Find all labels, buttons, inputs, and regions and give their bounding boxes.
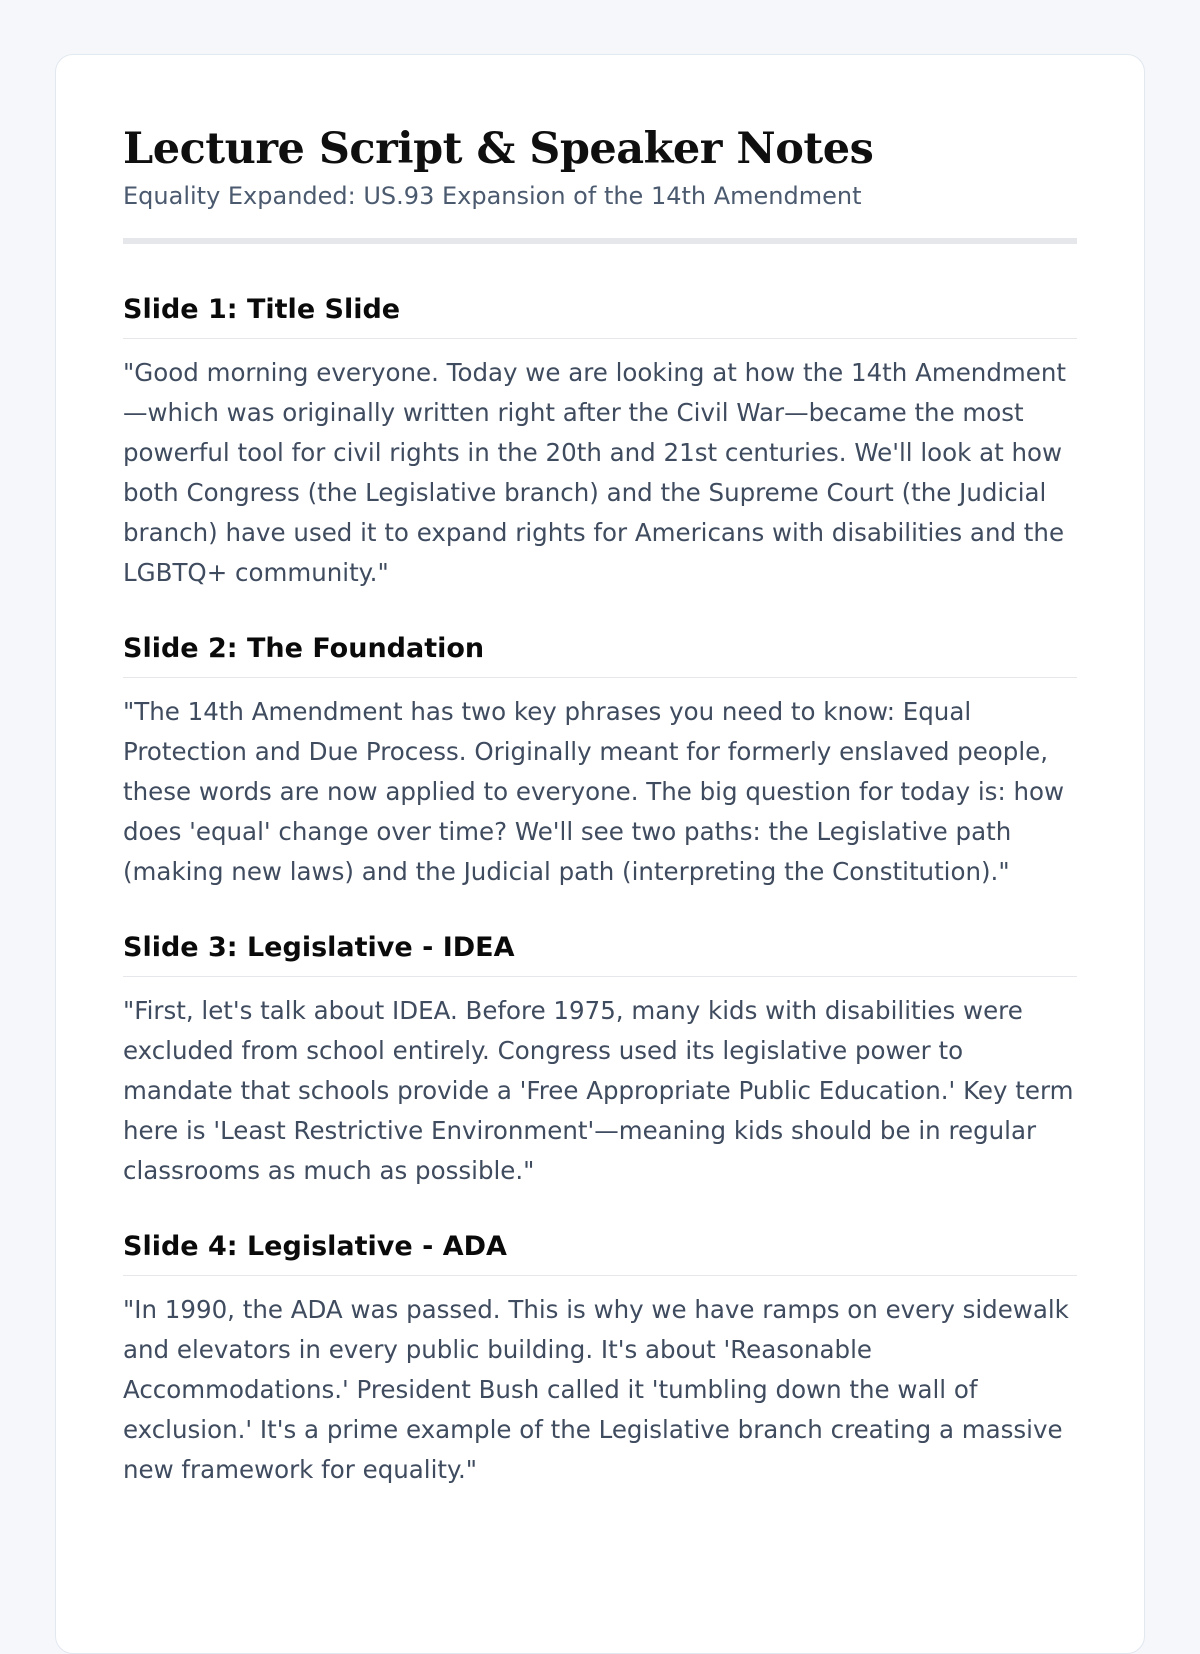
slide-note bbox=[123, 292, 1077, 593]
slide-script: "Good morning everyone. Today we are looking at how the 14th Amendment—which was originally written right after the Civil War—became the most powerful tool for civil rights in the 20th and 21st centuries. We'll look at how both Congress (the Legislative branch) and the Supreme Court (the Judicial branch) have used it to expand rights for Americans with disabilities and the LGBTQ+ community." bbox=[123, 358, 1066, 587]
slide-note bbox=[123, 930, 1077, 1191]
title-divider bbox=[123, 238, 1077, 244]
slide-script: "First, let's talk about IDEA. Before 1975, many kids with disabilities were excluded from school entirely. Congress used its legislative power to mandate that schools provide a 'Free Appropriate Public Education.' Key term here is 'Least Restrictive Environment'—meaning kids should be in regular classrooms as much as possible." bbox=[123, 996, 1074, 1185]
slide-script: "In 1990, the ADA was passed. This is why we have ramps on every sidewalk and elevators in every public building. It's about 'Reasonable Accommodations.' President Bush called it 'tumbling down the wall of exclusion.' It's a prime example of the Legislative branch creating a massive new framework for equality." bbox=[123, 1295, 1069, 1484]
document-card bbox=[55, 54, 1145, 1654]
slide-script: "The 14th Amendment has two key phrases you need to know: Equal Protection and Due Process. Originally meant for formerly enslaved people, these words are now applied to everyone. The big question for today is: how does 'equal' change over time? We'll see two paths: the Legislative path (making new laws) and the Judicial path (interpreting the Constitution)." bbox=[123, 697, 1065, 886]
document-title: Lecture Script & Speaker Notes bbox=[123, 124, 874, 174]
slide-heading: Slide 3: Legislative - IDEA bbox=[123, 930, 1077, 977]
slide-note bbox=[123, 631, 1077, 892]
slide-note bbox=[123, 1229, 1077, 1490]
slide-heading: Slide 2: The Foundation bbox=[123, 631, 1077, 678]
slide-heading: Slide 1: Title Slide bbox=[123, 292, 1077, 339]
slide-heading: Slide 4: Legislative - ADA bbox=[123, 1229, 1077, 1276]
slide-notes-list bbox=[123, 292, 1077, 1490]
document-subtitle: Equality Expanded: US.93 Expansion of the 14th Amendment bbox=[123, 182, 862, 210]
